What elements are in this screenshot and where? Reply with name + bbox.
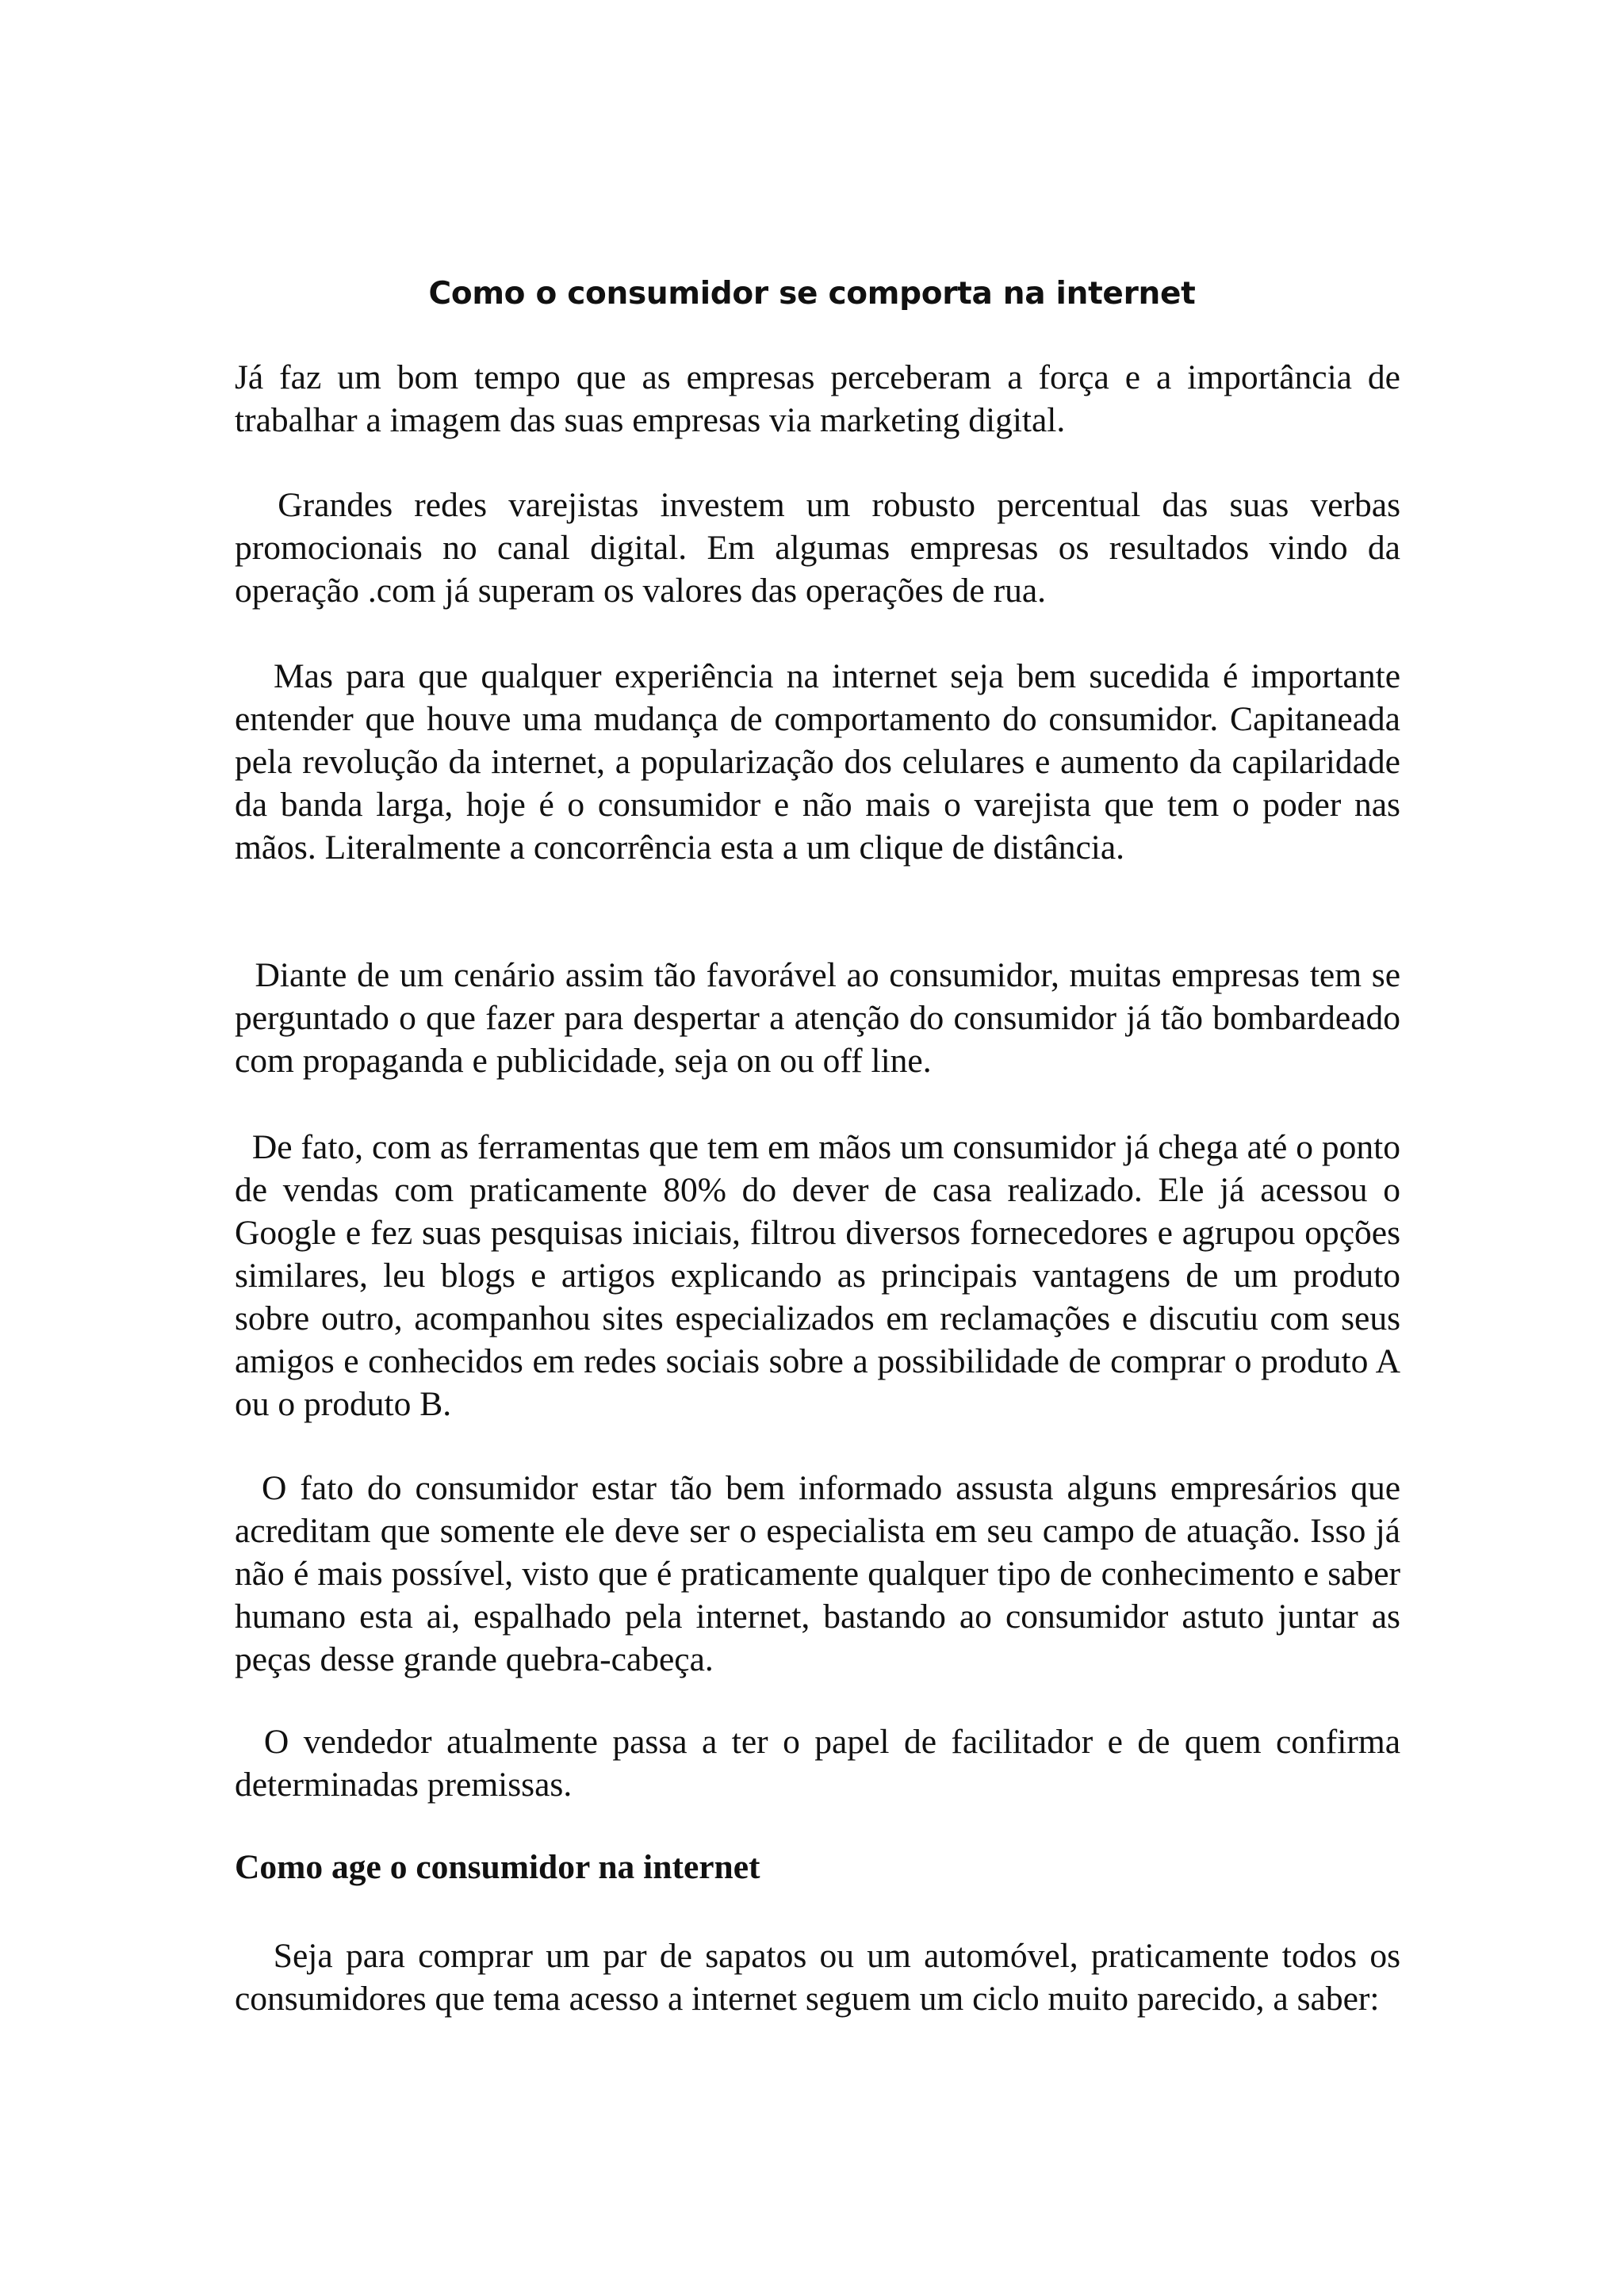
paragraph-3: Mas para que qualquer experiência na internet seja bem sucedida é importante entender que houve uma mudança de comportamento do consumidor. Capitaneada pela revolução da internet, a popularização dos celulares e aumento da capilaridade da banda larga, hoje é o consumidor e não mais o varejista que tem o poder nas mãos. Literalmente a concorrência esta a um clique de distância. (235, 657, 1409, 867)
paragraph-1: Já faz um bom tempo que as empresas perceberam a força e a importância de trabalhar a imagem das suas empresas via marketing digital. (235, 358, 1400, 439)
paragraph-8: Seja para comprar um par de sapatos ou um automóvel, praticamente todos os consumidores que tema acesso a internet seguem um ciclo muito parecido, a saber: (235, 1937, 1409, 2018)
paragraph-4: Diante de um cenário assim tão favorável ao consumidor, muitas empresas tem se perguntado o que fazer para despertar a atenção do consumidor já tão bombardeado com propaganda e publicidade, seja on ou off line. (235, 956, 1409, 1080)
paragraph-5: De fato, com as ferramentas que tem em mãos um consumidor já chega até o ponto de vendas com praticamente 80% do dever de casa realizado. Ele já acessou o Google e fez suas pesquisas iniciais, filtrou diversos fornecedores e agrupou opções similares, leu blogs e artigos explicando as principais vantagens de um produto sobre outro, acompanhou sites especializados em reclamações e discutiu com seus amigos e conhecidos em redes sociais sobre a possibilidade de comprar o produto A ou o produto B. (235, 1128, 1409, 1423)
paragraph-2: Grandes redes varejistas investem um robusto percentual das suas verbas promocionais no canal digital. Em algumas empresas os resultados vindo da operação .com já superam os valores das operações de rua. (235, 486, 1409, 610)
paragraph-7: O vendedor atualmente passa a ter o papel de facilitador e de quem confirma determinadas premissas. (235, 1723, 1409, 1804)
document-title: Como o consumidor se comporta na internet (428, 276, 1196, 312)
paragraph-6: O fato do consumidor estar tão bem informado assusta alguns empresários que acreditam que somente ele deve ser o especialista em seu campo de atuação. Isso já não é mais possível, visto que é praticamente qualquer tipo de conhecimento e saber humano esta ai, espalhado pela internet, bastando ao consumidor astuto juntar as peças desse grande quebra-cabeça. (235, 1469, 1409, 1678)
section-heading: Como age o consumidor na internet (235, 1848, 760, 1886)
